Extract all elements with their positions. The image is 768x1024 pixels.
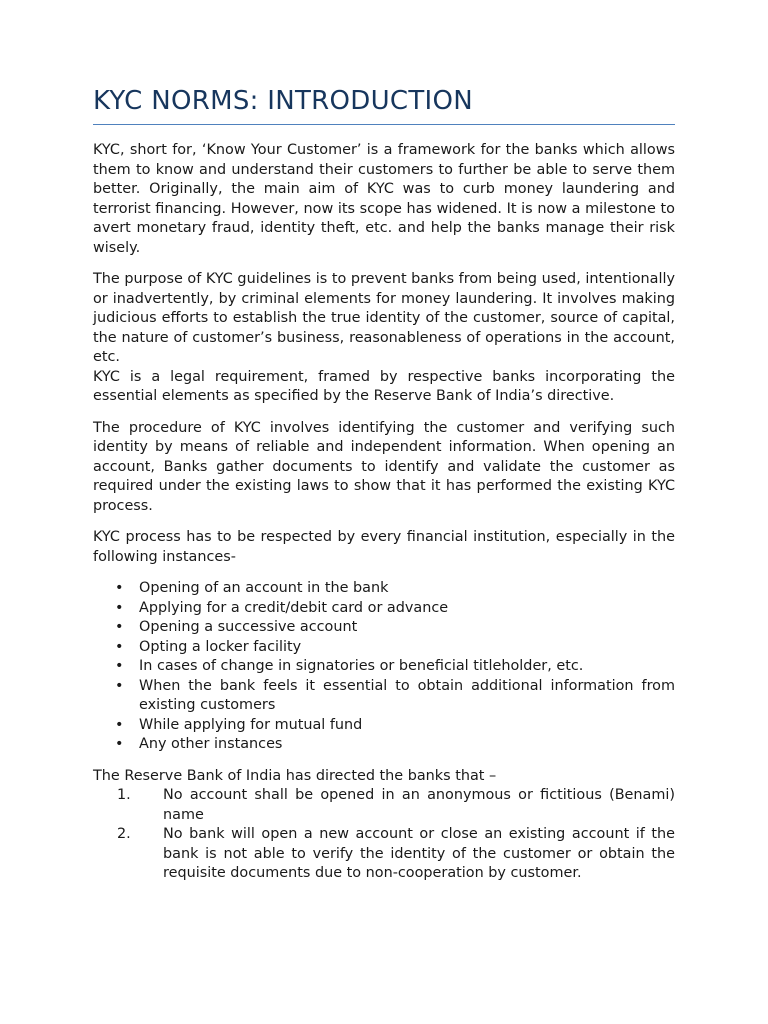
list-item-text: While applying for mutual fund bbox=[139, 716, 363, 733]
bullet-icon: • bbox=[115, 736, 124, 752]
directives-list bbox=[93, 786, 675, 884]
bullet-icon: • bbox=[115, 716, 124, 733]
bullet-icon: • bbox=[115, 619, 124, 635]
bullet-icon: • bbox=[115, 638, 124, 655]
instances-list bbox=[93, 579, 675, 755]
document-body bbox=[93, 141, 675, 884]
list-item bbox=[93, 735, 675, 755]
list-item bbox=[93, 599, 675, 619]
list-item-text: Opening a successive account bbox=[139, 619, 358, 635]
list-item bbox=[93, 618, 675, 638]
list-item bbox=[93, 716, 675, 736]
list-number: 2. bbox=[117, 826, 131, 842]
rbi-paragraph: The Reserve Bank of India has directed the banks that – bbox=[93, 767, 497, 784]
list-item-text: No account shall be opened in an anonymous or fictitious (Benami) name bbox=[163, 787, 675, 823]
list-item-text: Any other instances bbox=[139, 736, 283, 752]
bullet-icon: • bbox=[115, 599, 124, 616]
bullet-icon: • bbox=[115, 677, 124, 694]
list-item-text: Opening of an account in the bank bbox=[139, 580, 389, 596]
list-item-text: In cases of change in signatories or beneficial titleholder, etc. bbox=[139, 658, 584, 674]
list-item bbox=[93, 825, 675, 884]
bullet-icon: • bbox=[115, 580, 124, 596]
bullet-icon: • bbox=[115, 658, 124, 674]
list-item bbox=[93, 677, 675, 716]
list-item bbox=[93, 638, 675, 658]
list-item bbox=[93, 786, 675, 825]
purpose-paragraph: The purpose of KYC guidelines is to prevent banks from being used, intentionally or inadvertently, by criminal elements for money laundering. It involves making judicious efforts to establish the true identity of the customer, source of capital, the nature of customer’s business, reasonableness of operations in the account, etc. bbox=[93, 271, 675, 365]
list-item-text: Applying for a credit/debit card or advance bbox=[139, 599, 449, 616]
list-item-text: No bank will open a new account or close an existing account if the bank is not able to verify the identity of the customer or obtain the requisite documents due to non-cooperation by customer. bbox=[163, 826, 675, 881]
list-number: 1. bbox=[117, 787, 131, 803]
procedure-paragraph: The procedure of KYC involves identifying the customer and verifying such identity by means of reliable and independent information. When opening an account, Banks gather documents to identify and validate the customer as required under the existing laws to show that it has performed the existing KYC process. bbox=[93, 419, 675, 514]
list-item bbox=[93, 579, 675, 599]
intro-paragraph: KYC, short for, ‘Know Your Customer’ is a framework for the banks which allows them to know and understand their customers to further be able to serve them better. Originally, the main aim of KYC was to curb money laundering and terrorist financing. However, now its scope has widened. It is now a milestone to avert monetary fraud, identity theft, etc. and help the banks manage their risk wisely. bbox=[93, 142, 675, 256]
list-item-text: When the bank feels it essential to obtain additional information from existing customers bbox=[139, 677, 675, 713]
list-item-text: Opting a locker facility bbox=[139, 638, 302, 655]
page-title: KYC NORMS: INTRODUCTION bbox=[93, 86, 474, 116]
title-underline bbox=[93, 124, 675, 125]
process-paragraph: KYC process has to be respected by every financial institution, especially in the following instances- bbox=[93, 529, 675, 565]
legal-paragraph: KYC is a legal requirement, framed by respective banks incorporating the essential elements as specified by the Reserve Bank of India’s directive. bbox=[93, 368, 675, 404]
list-item bbox=[93, 657, 675, 677]
